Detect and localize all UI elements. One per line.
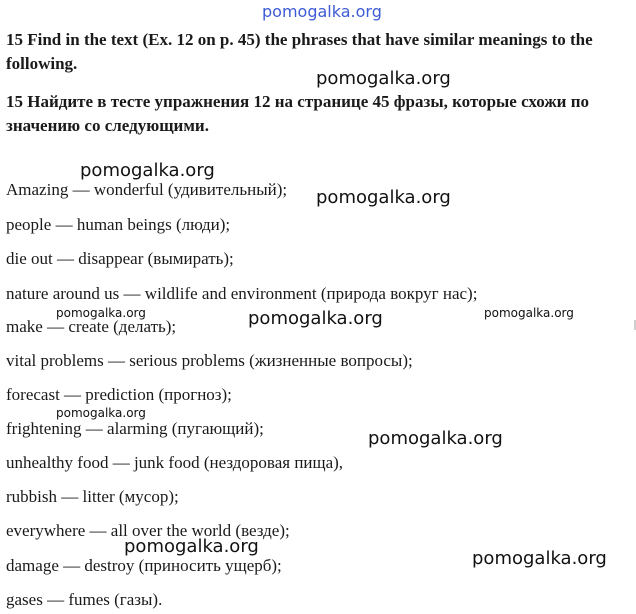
- phrase-item: gases — fumes (газы).: [6, 590, 163, 609]
- phrase-item: everywhere — all over the world (везде);: [6, 521, 290, 540]
- phrase-item: Amazing — wonderful (удивительный);: [6, 180, 288, 199]
- phrase-item: vital problems — serious problems (жизненные вопросы);: [6, 351, 413, 370]
- watermark: pomogalka.org: [56, 406, 146, 420]
- watermark: pomogalka.org: [248, 308, 383, 329]
- watermark: pomogalka.org: [316, 187, 451, 208]
- watermark: pomogalka.org: [472, 548, 607, 569]
- heading-russian: 15 Найдите в тесте упражнения 12 на странице 45 фразы, которые схожи по значению со следующими.: [6, 92, 590, 135]
- watermark: pomogalka.org: [484, 306, 574, 320]
- watermark: pomogalka.org: [80, 160, 215, 181]
- phrase-item: damage — destroy (приносить ущерб);: [6, 556, 282, 575]
- phrase-item: nature around us — wildlife and environment (природа вокруг нас);: [6, 284, 478, 303]
- heading-english: 15 Find in the text (Ex. 12 on p. 45) the phrases that have similar meanings to the following.: [6, 30, 593, 73]
- watermark: pomogalka.org: [316, 68, 451, 89]
- watermark: pomogalka.org: [124, 536, 259, 557]
- watermark: pomogalka.org: [368, 428, 503, 449]
- phrase-item: die out — disappear (вымирать);: [6, 249, 234, 268]
- phrase-item: rubbish — litter (мусор);: [6, 487, 179, 506]
- phrase-item: people — human beings (люди);: [6, 215, 231, 234]
- phrase-item: forecast — prediction (прогноз);: [6, 385, 232, 404]
- phrase-item: unhealthy food — junk food (нездоровая пища),: [6, 453, 344, 472]
- phrase-item: frightening — alarming (пугающий);: [6, 419, 264, 438]
- watermark: pomogalka.org: [56, 306, 146, 320]
- watermark-top: pomogalka.org: [262, 2, 382, 21]
- phrase-item: make — create (делать);: [6, 317, 177, 336]
